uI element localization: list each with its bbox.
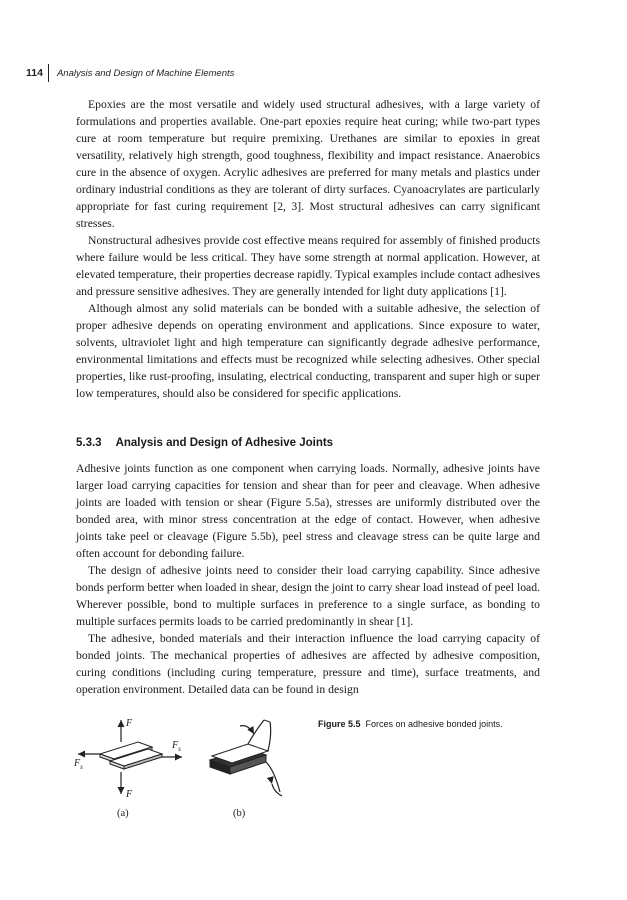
section-text xyxy=(76,460,540,698)
figure-label: Figure 5.5 xyxy=(318,719,361,729)
paragraph: Adhesive joints function as one component when carrying loads. Normally, adhesive joints have larger load carrying capacities for tension and shear than for peer and cleavage. When adhesive joints are loaded with tension or shear (Figure 5.5a), stresses are uniformly distributed over the bonded area, with minor stress concentration at the edge of contact. However, when adhesive joints take peel or cleavage (Figure 5.5b), peel stress and cleavage stress can be quite large and often account for debonding failure. xyxy=(76,462,540,560)
paragraph: The adhesive, bonded materials and their interaction influence the load carrying capacity of bonded joints. The mechanical properties of adhesives are affected by adhesive composition, curing conditions (including curing temperature, pressure and time), surface treatments, and operation environment. Detailed data can be found in design xyxy=(76,632,540,696)
paragraph: Nonstructural adhesives provide cost effective means required for assembly of finished products where failure would be less critical. They have some strength at normal application. However, at elevated temperature, their properties decrease rapidly. Typical examples include contact adhesives and pressure sensitive adhesives. They are generally intended for light duty applications [1]. xyxy=(76,234,540,298)
peel-joint-drawing xyxy=(210,720,282,796)
figure-caption-text: Forces on adhesive bonded joints. xyxy=(365,719,503,729)
header-divider xyxy=(48,64,49,82)
section-title: Analysis and Design of Adhesive Joints xyxy=(115,437,334,449)
subfigure-label-a: (a) xyxy=(117,808,129,819)
page-header xyxy=(26,63,234,83)
running-title: Analysis and Design of Machine Elements xyxy=(56,67,235,79)
subfigure-label-b: (b) xyxy=(233,808,246,819)
lap-joint-drawing xyxy=(78,720,182,794)
page-number: 114 xyxy=(26,67,43,79)
shear-label-right: $F_s$ xyxy=(172,740,181,753)
force-label-top: F xyxy=(126,718,133,729)
figure-drawing xyxy=(60,712,300,822)
shear-label-left: $F_s$ xyxy=(74,758,83,771)
section-number: 5.3.3 xyxy=(76,437,102,449)
peel-arrow-upper xyxy=(240,726,254,734)
paragraph: Epoxies are the most versatile and widely used structural adhesives, with a large variety of formulations and properties available. One-part epoxies require heat curing; while two-part types cure at room temperature but require premixing. Urethanes are similar to epoxies in great versatility, relatively high strength, good toughness, flexibility and impact resistance. Anaerobics cure in the absence of oxygen. Acrylic adhesives are preferred for many metals and plastics under ordinary industrial conditions as they are tolerant of dirty surfaces. Cyanoacrylates are particularly appropriate for fast curing requirement [2, 3]. Most structural adhesives can carry significant stresses. xyxy=(76,98,540,230)
paragraph: The design of adhesive joints need to consider their load carrying capability. Since adhesive bonds perform better when loaded in shear, design the joint to carry shear load instead of peel load. Wherever possible, bond to multiple surfaces in preference to a single surface, as bonding to multiple surfaces permits loads to be carried predominantly in shear [1]. xyxy=(76,564,540,628)
section-heading xyxy=(76,437,540,449)
paragraph: Although almost any solid materials can be bonded with a suitable adhesive, the selection of proper adhesive depends on operating environment and applications. Since exposure to water, solvents, ultraviolet light and high temperature can significantly degrade adhesive performance, environmental limitations and effects must be recognized while selecting adhesives. Other special properties, like rust-proofing, insulating, electrical conducting, transparent and super high or super low temperatures, should also be considered for specific applications. xyxy=(76,302,540,400)
figure-caption xyxy=(318,719,548,729)
peel-arrow-lower xyxy=(272,784,282,796)
force-label-bottom: F xyxy=(126,789,133,800)
body-text xyxy=(76,96,540,402)
figure-5-5 xyxy=(60,712,300,822)
